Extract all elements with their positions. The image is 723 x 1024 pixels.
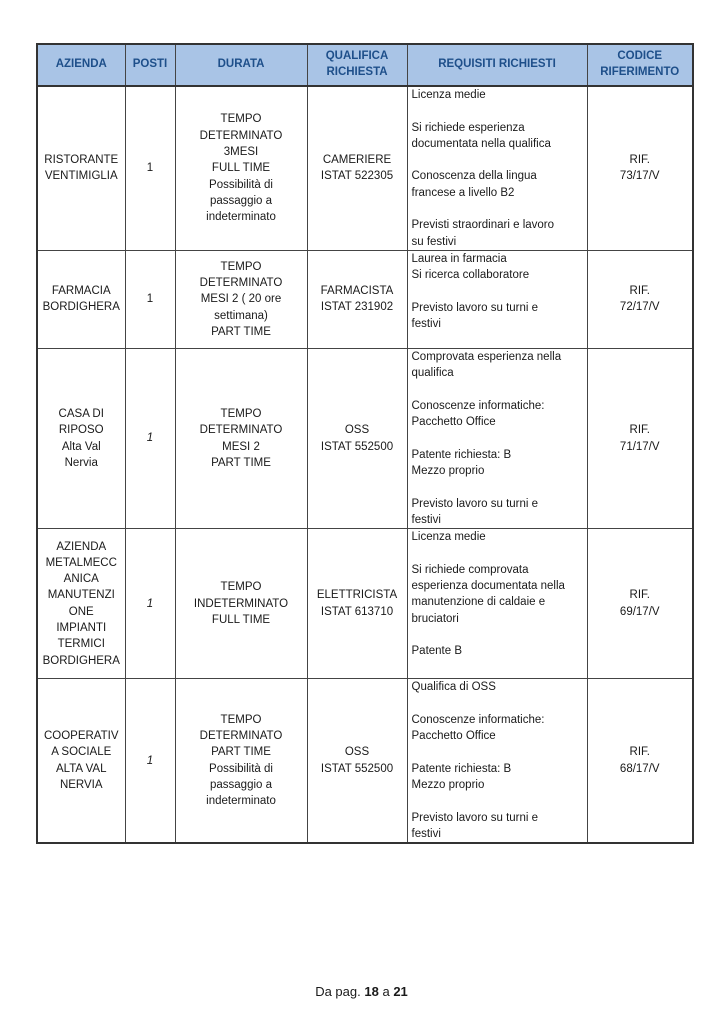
cell-codice (587, 679, 693, 843)
cell-requisiti (407, 86, 587, 250)
cell-durata-line: MESI 2 ( 20 ore (200, 293, 282, 306)
cell-requisiti-line (412, 201, 583, 217)
cell-requisiti-line: su festivi (411, 235, 457, 248)
cell-azienda-line: BORDIGHERA (42, 654, 120, 667)
table-row (37, 679, 693, 843)
cell-durata-line: Possibilità di (209, 762, 273, 775)
cell-azienda (37, 529, 125, 679)
cell-azienda-line: COOPERATIV (43, 730, 119, 743)
job-offers-table (36, 43, 694, 844)
cell-requisiti-line: festivi (411, 827, 441, 840)
cell-codice (587, 348, 693, 528)
cell-qualifica (307, 86, 407, 250)
cell-codice-line: 69/17/V (619, 605, 660, 618)
cell-requisiti-line: Conoscenze informatiche: (411, 399, 545, 412)
cell-qualifica-line: CAMERIERE (322, 154, 392, 167)
cell-qualifica (307, 679, 407, 843)
cell-qualifica-line: ISTAT 613710 (320, 605, 394, 618)
cell-codice (587, 86, 693, 250)
cell-qualifica-line: FARMACISTA (320, 285, 394, 298)
cell-codice-line: 73/17/V (619, 170, 660, 183)
cell-requisiti-line (412, 744, 583, 760)
cell-durata-line: TEMPO (220, 713, 262, 726)
cell-requisiti-line: Patente B (411, 645, 463, 658)
cell-requisiti-line: Pacchetto Office (411, 416, 496, 429)
cell-requisiti (407, 250, 587, 348)
cell-qualifica-line: ELETTRICISTA (316, 589, 398, 602)
header-durata: DURATA (175, 44, 307, 86)
cell-durata-line: TEMPO (220, 260, 262, 273)
cell-qualifica-line: OSS (344, 746, 370, 759)
cell-durata-line: DETERMINATO (199, 277, 283, 290)
cell-durata (175, 348, 307, 528)
cell-codice (587, 529, 693, 679)
cell-azienda-line: ANICA (63, 573, 99, 586)
cell-requisiti (407, 348, 587, 528)
cell-codice-line: 72/17/V (619, 301, 660, 314)
cell-codice-line: RIF. (629, 285, 650, 298)
cell-requisiti-line: bruciatori (411, 612, 459, 625)
cell-durata-line: DETERMINATO (199, 424, 283, 437)
page-footer (0, 984, 723, 999)
cell-durata-line: DETERMINATO (199, 730, 283, 743)
table-header-row (37, 44, 693, 86)
cell-durata (175, 86, 307, 250)
cell-requisiti-line (412, 696, 583, 712)
cell-azienda-line: RISTORANTE (44, 154, 119, 167)
cell-azienda (37, 86, 125, 250)
cell-durata-line: TEMPO (220, 113, 262, 126)
cell-codice-line: RIF. (629, 589, 650, 602)
cell-durata-line: Possibilità di (209, 178, 273, 191)
cell-azienda-line: FARMACIA (51, 285, 111, 298)
cell-requisiti-line (412, 103, 583, 119)
cell-requisiti-line (412, 627, 583, 643)
cell-azienda-line: Alta Val (61, 440, 101, 453)
cell-durata (175, 679, 307, 843)
cell-requisiti-line (412, 152, 583, 168)
cell-requisiti-line: Licenza medie (411, 531, 486, 544)
cell-requisiti-line: Previsti straordinari e lavoro (411, 219, 555, 232)
header-requisiti: REQUISITI RICHIESTI (407, 44, 587, 86)
cell-requisiti-line: francese a livello B2 (411, 186, 515, 199)
cell-codice (587, 250, 693, 348)
cell-posti-line: 1 (146, 597, 154, 610)
cell-durata-line: PART TIME (211, 456, 271, 469)
cell-requisiti-line (412, 479, 583, 495)
cell-durata-line: MESI 2 (222, 440, 260, 453)
cell-posti-line: 1 (146, 432, 154, 445)
job-offers-table-container (36, 43, 692, 844)
footer-prefix: Da pag. (315, 984, 361, 999)
cell-posti-line: 1 (146, 754, 154, 767)
cell-azienda-line: NERVIA (59, 779, 103, 792)
table-body (37, 86, 693, 843)
cell-posti (125, 86, 175, 250)
cell-requisiti-line: qualifica (411, 367, 454, 380)
cell-posti (125, 348, 175, 528)
cell-durata-line: passaggio a (209, 194, 273, 207)
cell-requisiti-line: Si richiede comprovata (411, 563, 529, 576)
cell-durata-line: TEMPO (220, 581, 262, 594)
cell-codice-line: RIF. (629, 154, 650, 167)
cell-requisiti-line (412, 430, 583, 446)
cell-posti-line: 1 (146, 162, 154, 175)
cell-posti (125, 250, 175, 348)
footer-total-pages: 21 (393, 984, 408, 999)
header-qualifica: QUALIFICA RICHIESTA (307, 44, 407, 86)
cell-requisiti-line: manutenzione di caldaie e (411, 596, 546, 609)
cell-azienda (37, 250, 125, 348)
cell-azienda-line: A SOCIALE (51, 746, 112, 759)
cell-requisiti-line: Mezzo proprio (411, 465, 485, 478)
header-azienda: AZIENDA (37, 44, 125, 86)
cell-qualifica-line: ISTAT 231902 (320, 301, 394, 314)
cell-qualifica-line: ISTAT 552500 (320, 440, 394, 453)
table-row (37, 348, 693, 528)
cell-requisiti-line: Pacchetto Office (411, 730, 496, 743)
footer-sep: a (382, 984, 390, 999)
cell-requisiti-line: festivi (411, 513, 441, 526)
cell-azienda-line: ALTA VAL (56, 762, 107, 775)
cell-posti-line: 1 (146, 293, 154, 306)
cell-durata-line: indeterminato (206, 211, 276, 224)
cell-qualifica-line: ISTAT 552500 (320, 762, 394, 775)
header-posti: POSTI (125, 44, 175, 86)
cell-posti (125, 529, 175, 679)
cell-requisiti (407, 529, 587, 679)
header-codice: CODICE RIFERIMENTO (587, 44, 693, 86)
cell-requisiti-line (412, 382, 583, 398)
cell-azienda-line: BORDIGHERA (42, 301, 120, 314)
cell-azienda-line: TERMICI (57, 638, 105, 651)
cell-requisiti-line (412, 284, 583, 300)
cell-requisiti-line: Previsto lavoro su turni e (411, 497, 539, 510)
cell-azienda-line: IMPIANTI (56, 622, 107, 635)
cell-durata-line: TEMPO (220, 408, 262, 420)
cell-requisiti (407, 679, 587, 843)
cell-durata-line: INDETERMINATO (193, 597, 289, 610)
cell-requisiti-line: Patente richiesta: B (411, 762, 512, 775)
cell-requisiti-line: Si richiede esperienza (411, 121, 525, 134)
cell-qualifica (307, 250, 407, 348)
cell-posti (125, 679, 175, 843)
cell-durata-line: FULL TIME (211, 613, 271, 626)
cell-durata-line: 3MESI (223, 146, 259, 159)
cell-requisiti-line: Si ricerca collaboratore (411, 269, 530, 282)
cell-requisiti-line: Mezzo proprio (411, 779, 485, 792)
cell-azienda-line: Nervia (64, 456, 98, 469)
cell-durata (175, 529, 307, 679)
cell-requisiti-line: Previsto lavoro su turni e (411, 811, 539, 824)
cell-azienda (37, 348, 125, 528)
cell-requisiti-line: Previsto lavoro su turni e (411, 301, 539, 314)
cell-azienda-line: ONE (68, 605, 94, 618)
table-row (37, 529, 693, 679)
cell-requisiti-line (412, 546, 583, 562)
cell-qualifica (307, 348, 407, 528)
cell-durata-line: PART TIME (211, 746, 271, 759)
cell-durata-line: passaggio a (209, 779, 273, 792)
cell-durata-line: DETERMINATO (199, 129, 283, 142)
cell-codice-line: 68/17/V (619, 762, 660, 775)
cell-durata-line: indeterminato (206, 795, 276, 808)
cell-codice-line: RIF. (629, 746, 650, 759)
cell-requisiti-line: documentata nella qualifica (411, 137, 551, 150)
cell-requisiti-line (412, 793, 583, 809)
cell-azienda-line: METALMECC (45, 556, 117, 569)
cell-azienda-line: VENTIMIGLIA (44, 170, 118, 183)
cell-requisiti-line: Comprovata esperienza nella (411, 350, 562, 363)
cell-requisiti-line: Conoscenza della lingua (411, 170, 537, 183)
cell-durata-line: PART TIME (211, 325, 271, 338)
table-row (37, 86, 693, 250)
cell-requisiti-line: Conoscenze informatiche: (411, 713, 545, 726)
cell-durata (175, 250, 307, 348)
cell-qualifica-line: ISTAT 522305 (320, 170, 394, 183)
cell-codice-line: 71/17/V (619, 440, 660, 453)
cell-durata-line: FULL TIME (211, 162, 271, 175)
cell-durata-line: settimana) (214, 309, 268, 322)
table-row (37, 250, 693, 348)
cell-requisiti-line: Licenza medie (411, 89, 486, 101)
cell-azienda-line: CASA DI (58, 408, 104, 420)
cell-requisiti-line: Laurea in farmacia (411, 252, 507, 265)
cell-requisiti-line: Patente richiesta: B (411, 448, 512, 461)
cell-azienda-line: MANUTENZI (47, 589, 115, 602)
footer-current-page: 18 (364, 984, 379, 999)
cell-azienda-line: RIPOSO (58, 424, 104, 437)
cell-azienda-line: AZIENDA (56, 540, 107, 553)
cell-requisiti-line: esperienza documentata nella (411, 580, 565, 593)
cell-qualifica (307, 529, 407, 679)
cell-codice-line: RIF. (629, 424, 650, 437)
cell-requisiti-line: festivi (411, 318, 441, 331)
cell-requisiti-line: Qualifica di OSS (411, 681, 496, 694)
cell-azienda (37, 679, 125, 843)
cell-qualifica-line: OSS (344, 424, 370, 437)
